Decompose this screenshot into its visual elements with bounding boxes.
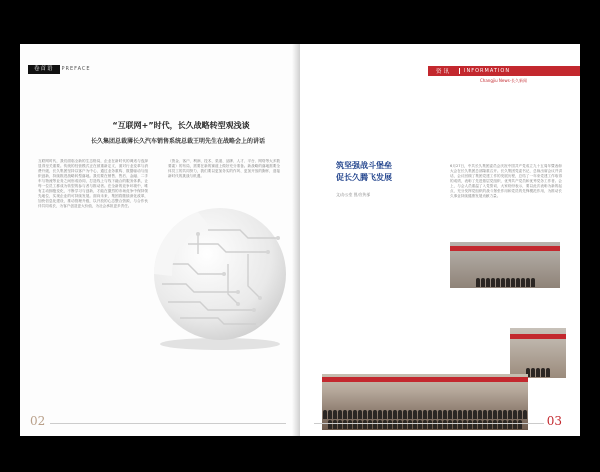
circuit-globe-graphic bbox=[128, 194, 298, 354]
left-footer-rule bbox=[50, 423, 286, 424]
information-tag-cn: 资讯 bbox=[436, 69, 452, 75]
preface-tag-cn: 卷首语 bbox=[28, 65, 60, 74]
right-column-text: 6月27日，中共长久集团委员会庆祝中国共产党成立九十五周年暨表彰大会在长久集团总部隆重召开。长久集团党委书记、总裁出席会议并讲话，会议回顾了集团党建工作的发展历程，总结了一年来党建工作取得的成绩，表彰了先进基层党组织、优秀共产党员和优秀党务工作者。会上，与会人员重温了入党誓词，大家纷纷表示，要以此次表彰为新的起点，充分发挥党组织的战斗堡垒作用和党员的先锋模范作用，为推动长久事业持续健康发展贡献力量。 bbox=[450, 164, 562, 198]
information-tag-en: INFORMATION bbox=[459, 68, 510, 74]
photo-award-ceremony bbox=[450, 242, 560, 288]
preface-tag-en: PREFACE bbox=[61, 66, 91, 72]
right-page bbox=[300, 44, 580, 436]
photo-banner bbox=[322, 377, 528, 382]
left-page-number: 02 bbox=[30, 414, 46, 428]
left-page bbox=[20, 44, 300, 436]
photo-ballot bbox=[510, 328, 566, 378]
left-page-header bbox=[28, 64, 91, 74]
title-line-2: 促长久腾飞发展 bbox=[336, 173, 392, 182]
right-page-header bbox=[428, 66, 580, 76]
article-byline: 文/办公室 图/宣传部 bbox=[336, 192, 371, 197]
photo-people bbox=[450, 277, 560, 288]
photo-banner bbox=[450, 246, 560, 251]
article-title-left: “互联网+”时代，长久战略转型观浅谈 bbox=[112, 121, 250, 130]
magazine-spread bbox=[20, 44, 580, 436]
left-column-1-text: 互联网时代，我们面临全新的生态格局，企业在新时代的调适与选择显得至关重要。传统的经营模式正在被重新定义，面对行业变革与消费升级，长久集团坚持以客户为中心，通过业务重构、数据驱动与组织创新，持续推进战略转型落地。我们要在销售、售后、金融、二手车与物流等业务之间形成协同，打造线上与线下融合的服务体系，让每一位员工都成为转型的参与者与推动者。在全新的竞争环境中，唯有主动拥抱变化，不断学习与创新，才能在激烈的市场竞争中保持领先地位，实现企业的可持续发展。面向未来，集团将继续深化改革，加快信息化建设，推动管理升级，以开放的心态整合资源，与合作伙伴共同成长，为客户创造更大价值，为社会承担更多责任。 bbox=[38, 159, 148, 208]
title-line-1: 筑坚强战斗堡垒 bbox=[336, 161, 392, 170]
photo-people bbox=[322, 409, 528, 430]
photo-banner bbox=[510, 334, 566, 339]
right-page-number: 03 bbox=[546, 414, 562, 428]
right-footer-rule bbox=[314, 423, 544, 424]
article-subtitle-left: 长久集团总裁薄长久汽车销售系统总裁王明先生在战略会上的讲话 bbox=[90, 138, 265, 145]
left-column-2-text: （资金、客户、利润、技术、渠道、品牌、人才、平台、网络等大多数要素）的布局，需要在新的赛道上做好充分准备。新战略的落地需要全体员工的共同努力，我们要以更加务实的作风、更加开放的胸怀，迎接新时代的挑战与机遇。 bbox=[168, 159, 280, 178]
information-subheader: Changjiu News·长久新闻 bbox=[480, 78, 527, 83]
photo-group bbox=[322, 374, 528, 430]
article-title-right bbox=[336, 160, 392, 184]
